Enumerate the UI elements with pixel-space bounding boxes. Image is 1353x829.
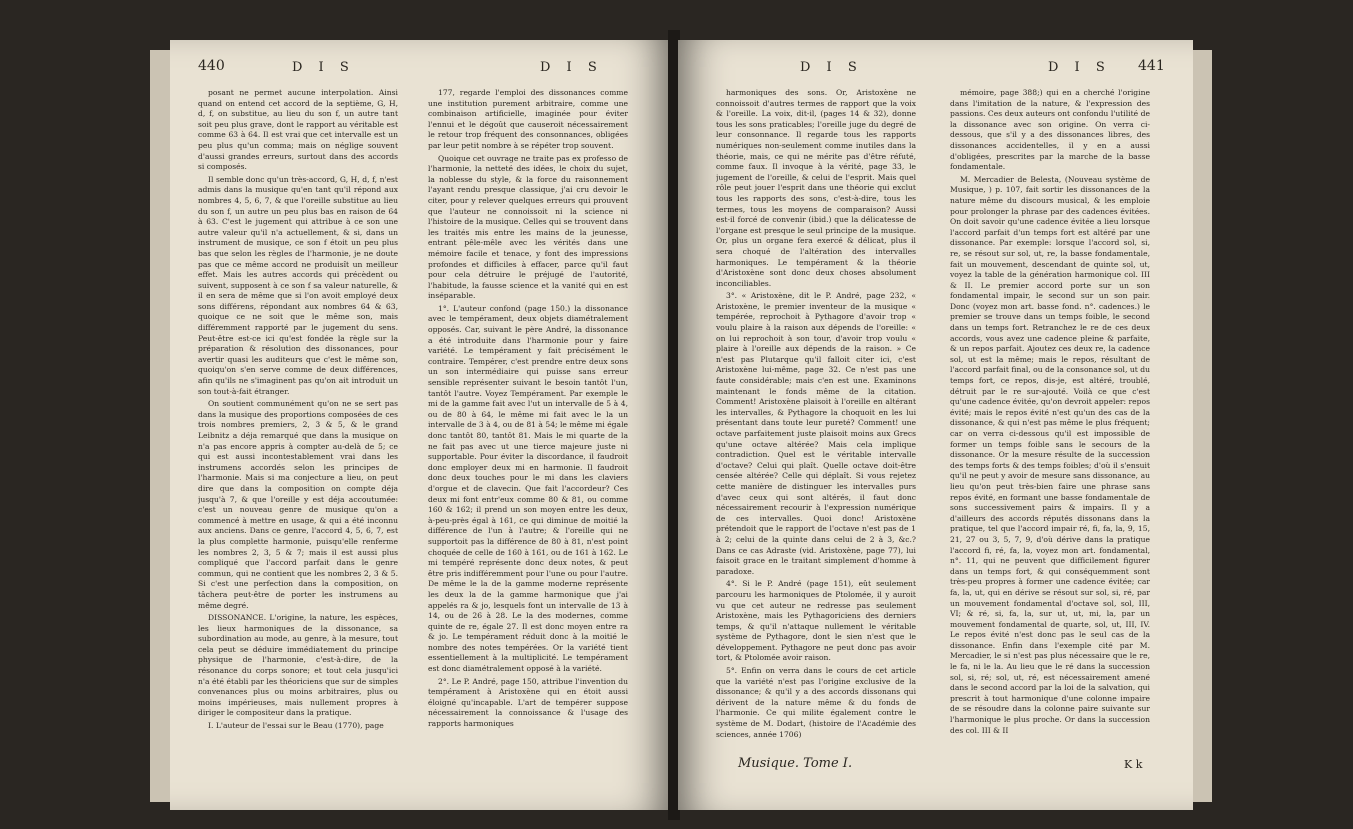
signature-mark: K k: [1124, 758, 1143, 771]
right-page-column-2: [950, 88, 1150, 788]
paragraph: mémoire, page 388;) qui en a cherché l'origine dans l'imitation de la nature, & l'expression des passions. Ces deux auteurs ont confondu l'utilité de la dissonance avec son origine. On verra ci-dessous, que s'il y a des dissonances libres, des dissonances accidentelles, il y en a aussi d'obligées, prescrites par la marche de la basse fondamentale.: [950, 88, 1150, 172]
running-head-left-col2: D I S: [540, 60, 603, 75]
running-head-right-col1: D I S: [800, 60, 863, 75]
paragraph: 177, regarde l'emploi des dissonances comme une institution purement arbitraire, comme une combinaison artificielle, imaginée pour éviter l'ennui et le dégoût que causeroit nécessairement le retour trop fréquent des consonnances, obligées par leur petit nombre à se répéter trop souvent.: [428, 88, 628, 150]
paragraph: M. Mercadier de Belesta, (Nouveau système de Musique, ) p. 107, fait sortir les dissonances de la nature même du discours musical, & les emploie pour prolonger la phrase par des cadences évitées. On doit savoir qu'une cadence évitée a lieu lorsque l'accord parfait d'un temps fort est altéré par une dissonance. Par exemple: lorsque l'accord sol, si, re, se résout sur sol, ut, re, la basse fondamentale, fait un mouvement, descendant de quinte sol, ut, voyez la table de la génération harmonique col. III & II. Le premier accord porte sur un son fondamental impair, le second sur un son pair. Donc (voyez mon art. basse fond. n°. cadences.) le premier se trouve dans un temps foible, le second dans un temps fort. Retranchez le re de ces deux accords, vous avez une cadence pleine & parfaite, & un repos parfait. Ajoutez ces deux re, la cadence sol, ut est la même; mais le repos, résultant de l'accord parfait final, ou de la consonance sol, ut du temps fort, ce repos, dis-je, est altéré, troublé, détruit par le re sur-ajouté. Voilà ce que c'est qu'une cadence évitée, qu'on devroit appeler: repos évité; mais le repos évité n'est qu'un des cas de la dissonance, & qui n'est pas même le plus fréquent; car on verra ci-dessous qu'il est impossible de former un temps foible sans le secours de la dissonance. Or la mesure résulte de la succession des temps forts & des temps foibles; d'où il s'ensuit qu'il ne peut y avoir de mesure sans dissonance, au lieu qu'on peut très-bien faire une phrase sans repos évité, en formant une basse fondamentale de sons successivement pairs & impairs. Il y a d'ailleurs des accords réputés dissonans dans la pratique, tel que l'accord impair ré, fi, fa, la, 9, 15, 21, 27 ou 3, 5, 7, 9, d'où dérive dans la pratique l'accord fi, ré, fa, la, voyez mon art. fondamental, n°. 11, qui ne peuvent que difficilement figurer dans un temps fort, & qui conséquemment sont très-peu propres à former une cadence évitée; car fa, la, ut, qui en dérive se résout sur sol, si, ré, par un mouvement fondamental d'octave sol, sol, III, VI; & ré, si, fa, la, sur ut, ut, mi, la, par un mouvement fondamental de quarte, sol, ut, III, IV. Le repos évité n'est donc pas le seul cas de la dissonance. Enfin dans l'exemple cité par M. Mercadier, le si n'est pas plus nécessaire que le re, le fa, ni le la. Au lieu que le ré dans la succession sol, si, ré; sol, ut, ré, est nécessairement amené dans le second accord par la loi de la salvation, qui prescrit à tout harmonique d'une colonne impaire de se résoudre dans la colonne paire suivante sur l'harmonique le plus proche. Or dans la succession des col. III & II: [950, 174, 1150, 735]
running-head-left-col1: D I S: [292, 60, 355, 75]
left-page-column-1: [198, 88, 398, 788]
paragraph: DISSONANCE. L'origine, la nature, les espèces, les lieux harmoniques de la dissonance, sa subordination au mode, au genre, à la mesure, tout cela peut se déduire immédiatement du principe physique de l'harmonie, c'est-à-dire, de la résonance du corps sonore; et tout cela jusqu'ici n'a été établi par les théoriciens que sur de simples convenances plus ou moins arbitraires, plus ou moins impérieuses, mais nullement propres à diriger le compositeur dans la pratique.: [198, 613, 398, 718]
running-head-right-col2: D I S: [1048, 60, 1111, 75]
page-number-right: 441: [1138, 58, 1165, 74]
left-page: [170, 40, 670, 810]
paragraph: posant ne permet aucune interpolation. Ainsi quand on entend cet accord de la septième, G, H, d, f, on substitue, au lieu du son f, un autre tant soit peu plus grave, dont le rapport au véritable est comme 63 à 64. Il est vrai que cet intervalle est un peu plus qu'un comma; mais on néglige souvent d'aussi grandes erreurs, surtout dans des accords si composés.: [198, 88, 398, 172]
footer-signature: Musique. Tome I.: [738, 756, 853, 771]
paragraph: 4°. Si le P. André (page 151), eût seulement parcouru les harmoniques de Ptolomée, il y auroit vu que cet auteur ne redresse pas seulement Aristoxène, mais les Pythagoriciens des derniers temps, & qu'il n'attaque nullement le véritable système de Pythagore, dont le sien n'est que le développement. Pythagore ne peut donc pas avoir tort, & Ptolomée avoir raison.: [716, 579, 916, 663]
left-page-column-2: [428, 88, 628, 788]
right-page-edge: [1191, 50, 1212, 802]
right-page-column-1: [716, 88, 916, 748]
right-page: [678, 40, 1193, 810]
paragraph: 1°. L'auteur confond (page 150.) la dissonance avec le tempérament, deux objets diamétralement opposés. Car, suivant le père André, la dissonance a été introduite dans l'harmonie pour y faire variété. Le tempérament y fait précisément le contraire. Tempérer, c'est prendre entre deux sons un son intermédiaire qui puisse sans erreur sensible représenter suivant le besoin tantôt l'un, tantôt l'autre. Voyez Tempérament. Par exemple le mi de la gamme fait avec l'ut un intervalle de 5 à 4, ou de 80 à 64, le même mi fait avec le la un intervalle de 3 à 4, ou de 81 à 54; le même mi égale donc tantôt 80, tantôt 81. Mais le mi quarte de la ne fait pas avec ut une tierce majeure juste ni supportable. Pour éviter la discordance, il faudroit donc employer deux mi en harmonie. Il faudroit donc deux touches pour le mi dans les claviers d'orgue et de clavecin. Que fait l'accordeur? Ces deux mi font entr'eux comme 80 & 81, ou comme 160 & 162; il prend un son moyen entre les deux, à-peu-près égal à 161, ce qui diminue de moitié la différence de l'un à l'autre; & l'oreille qui ne supportoit pas la différence de 80 à 81, n'est point choquée de celle de 160 à 161, ou de 161 à 162. Le mi tempéré représente donc deux notes, & peut être pris indifféremment pour l'une ou pour l'autre. De même le la de la gamme moderne représente les deux la de la gamme harmonique que j'ai appelés ra & jo, lesquels font un intervalle de 13 à 14, ou de 26 à 28. Le la des modernes, comme quinte de re, égale 27. Il est donc moyen entre ra & jo. Le tempérament réduit donc à la moitié le nombre des notes tempérées. Or la variété tient essentiellement à la multiplicité. Le tempérament est donc diamétralement opposé à la variété.: [428, 303, 628, 674]
page-number-left: 440: [198, 58, 225, 74]
paragraph: 5°. Enfin on verra dans le cours de cet article que la variété n'est pas l'origine exclusive de la dissonance; & qu'il y a des accords dissonans qui dérivent de la nature même & du fonds de l'harmonie. Ce qui milite également contre le système de M. Dodart, (histoire de l'Académie des sciences, année 1706): [716, 666, 916, 739]
paragraph: 3°. « Aristoxène, dit le P. André, page 232, « Aristoxène, le premier inventeur de la musique « tempérée, reprochoit à Pythagore d'avoir trop « voulu plaire à la raison aux dépends de l'oreille: « on lui reprochoit à son tour, d'avoir trop voulu « plaire à l'oreille aux dépends de la raison. » Ce n'est pas Plutarque qu'il falloit citer ici, c'est Aristoxène lui-même, page 32. Ce n'est pas une faute considérable; mais c'en est une. Examinons maintenant le fonds même de la citation. Comment! Aristoxène plaisoit à l'oreille en altérant les intervalles, & Pythagore la choquoit en les lui présentant dans toute leur pureté? Comment! une octave parfaitement juste plaisoit moins aux Grecs qu'une octave altérée? Mais cela implique contradiction. Quel est le véritable intervalle d'octave? Celui qui plaît. Quelle octave doit-être censée altérée? Celle qui déplaît. Si vous rejetez cette manière de distinguer les intervalles purs d'avec ceux qui sont altérés, il faut donc nécessairement recourir à l'expression numérique de ces intervalles. Quoi donc! Aristoxène prétendoit que le rapport de l'octave n'est pas de 1 à 2; celui de la quinte dans celui de 2 à 3, &c.? Dans ce cas Adraste (vid. Aristoxène, page 77), lui faisoit grace en le traitant simplement d'homme à paradoxe.: [716, 291, 916, 576]
paragraph: I. L'auteur de l'essai sur le Beau (1770), page: [208, 721, 384, 731]
paragraph: Il semble donc qu'un très-accord, G, H, d, f, n'est admis dans la musique qu'en tant qu'il répond aux nombres 4, 5, 6, 7, & que l'oreille substitue au lieu du son f, un autre un peu plus bas en raison de 64 à 63. C'est le jugement qui attribue à ce son une autre valeur qu'il n'a actuellement, & si, dans un instrument de musique, ce son f étoit un peu plus bas que selon les règles de l'harmonie, je ne doute pas que ce même accord ne produisît un meilleur effet. Mais les autres accords qui précèdent ou suivent, supposent à ce son f sa valeur naturelle, & il en sera de même que si l'on avoit employé deux sons différens, répondant aux nombres 64 & 63, quoique ce ne soit que le même son, mais différemment rapporté par le jugement du sens. Peut-être est-ce ici qu'est fondée la règle sur la préparation & résolution des dissonances, pour avertir quasi les auditeurs que c'est le même son, quoiqu'on s'en serve comme de deux différences, afin qu'ils ne s'imaginent pas qu'on ait introduit un son tout-à-fait étranger.: [198, 174, 398, 396]
paragraph: On soutient communément qu'on ne se sert pas dans la musique des proportions composées de ces trois nombres premiers, 2, 3 & 5, & le grand Leibnitz a déja remarqué que dans la musique on n'a pas encore appris à compter au-delà de 5; ce qui est aussi incontestablement vrai dans les instrumens accordés selon les principes de l'harmonie. Mais si ma conjecture a lieu, on peut dire que dans la composition on compte déja jusqu'à 7, & que l'oreille y est déja accoutumée: c'est un nouveau genre de musique qu'on a commencé à mettre en usage, & qui a été inconnu aux anciens. Dans ce genre, l'accord 4, 5, 6, 7, est la plus complette harmonie, puisqu'elle renferme les nombres 2, 3, 5 & 7; mais il est aussi plus compliqué que l'accord parfait dans le genre commun, qui ne contient que les nombres 2, 3 & 5. Si c'est une perfection dans la composition, on tâchera peut-être de porter les instrumens au même degré.: [198, 399, 398, 610]
paragraph: harmoniques des sons. Or, Aristoxène ne connoissoit d'autres termes de rapport que la voix & l'oreille. La voix, dit-il, (pages 14 & 32), donne tous les sons praticables; l'oreille juge du degré de leur consonnance. Il regarde tous les rapports numériques non-seulement comme inutiles dans la théorie, mais, ce qui ne mérite pas d'être réfuté, comme faux. Il invoque à la vérité, page 33, le jugement de l'oreille, & celui de l'esprit. Mais quel rôle peut jouer l'esprit dans une théorie qui exclut tous les rapports des sons, c'est-à-dire, tous les termes, tous les moyens de comparaison? Aussi est-il forcé de convenir (ibid.) que la délicatesse de l'organe est presque le seul principe de la musique. Or, plus un organe fera exercé & délicat, plus il sera choqué de l'altération des intervalles harmoniques. Le tempérament & la théorie d'Aristoxène sont donc deux choses absolument inconciliables.: [716, 88, 916, 288]
paragraph: Quoique cet ouvrage ne traite pas ex professo de l'harmonie, la netteté des idées, le choix du sujet, la noblesse du style, & la force du raisonnement l'ayant rendu presque classique, j'ai cru devoir le citer, pour y relever quelques erreurs qui prouvent que l'auteur ne connoissoit ni la science ni l'histoire de la musique. Celles qui se trouvent dans les traités mis entre les mains de la jeunesse, entrant pêle-mêle avec les vérités dans une mémoire facile et tenace, y font des impressions profondes et difficiles à effacer, parce qu'il faut pour cela détruire le préjugé de l'autorité, l'habitude, la fausse science et la vanité qui en est inséparable.: [428, 153, 628, 301]
paragraph: 2°. Le P. André, page 150, attribue l'invention du tempérament à Aristoxène qui en étoit aussi éloigné qu'incapable. L'art de tempérer suppose nécessairement la connoissance & l'usage des rapports harmoniques: [428, 676, 628, 729]
